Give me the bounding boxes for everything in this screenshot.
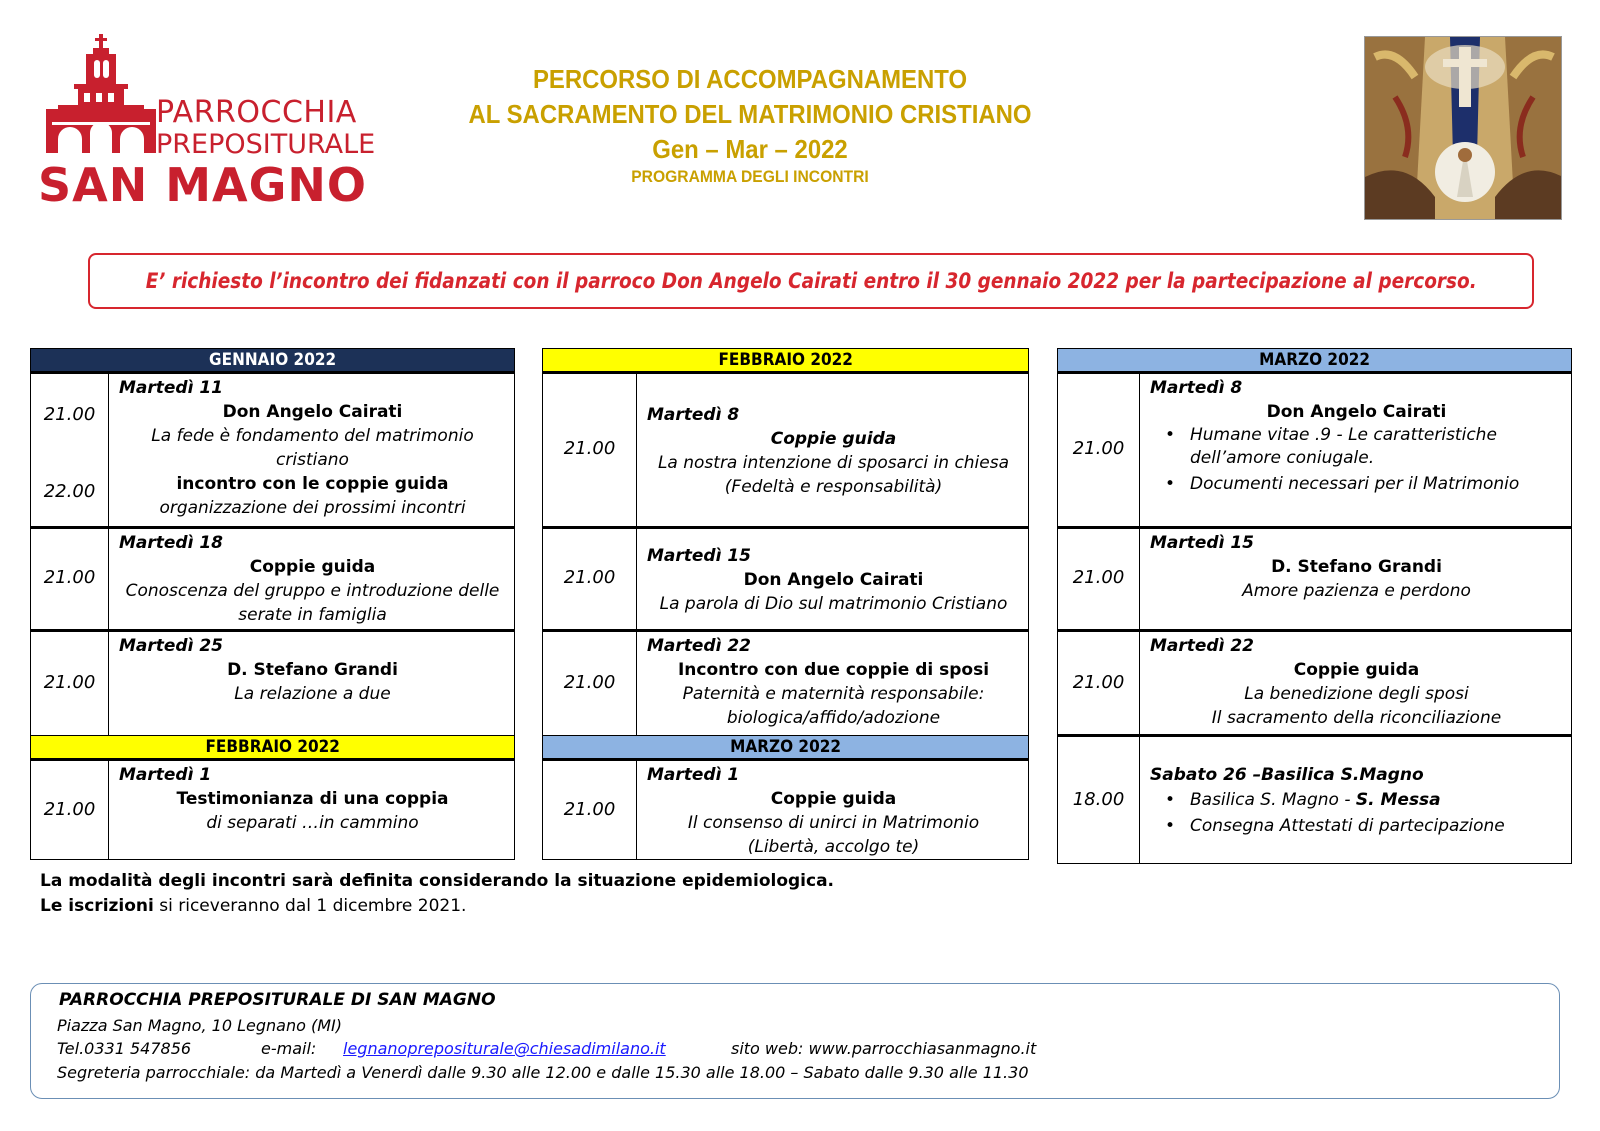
meeting-topic: La benedizione degli sposi <box>1244 684 1469 704</box>
time-label: 21.00 <box>43 672 96 693</box>
note-modalita: La modalità degli incontri sarà definita considerando la situazione epidemiologica. <box>40 871 835 891</box>
time-label: 21.00 <box>1072 672 1125 693</box>
table-row <box>1058 632 1571 737</box>
meeting-date: Martedì 1 <box>119 765 212 785</box>
footer-office-hours: Segreteria parrocchiale: da Martedì a Venerdì dalle 9.30 alle 12.00 e dalle 15.30 alle 18.00 – Sabato dalle 9.30 alle 11.30 <box>57 1063 1029 1082</box>
meeting-speaker: Don Angelo Cairati <box>743 570 924 590</box>
notice-text: E’ richiesto l’incontro dei fidanzati con il parroco Don Angelo Cairati entro il 30 gennaio 2022 per la partecipazione al percorso. <box>145 269 1477 293</box>
meeting-topic: La parola di Dio sul matrimonio Cristiano <box>659 594 1008 614</box>
meeting-date: Sabato 26 –Basilica S.Magno <box>1150 765 1424 785</box>
meeting-speaker: Incontro con due coppie di sposi <box>677 660 990 680</box>
time-label: 21.00 <box>563 438 616 459</box>
meeting-topic: La nostra intenzione di sposarci in chiesa <box>657 453 1010 473</box>
table-row <box>1058 374 1571 529</box>
meeting-topic: Il sacramento della riconciliazione <box>1211 708 1502 728</box>
header-title-line2: AL SACRAMENTO DEL MATRIMONIO CRISTIANO <box>468 99 1032 129</box>
meeting-speaker: Don Angelo Cairati <box>1266 402 1447 422</box>
meeting-topic: Amore pazienza e perdono <box>1242 581 1471 601</box>
table-row <box>543 632 1028 735</box>
meeting-date: Martedì 8 <box>1150 378 1243 398</box>
month-header-febbraio: FEBBRAIO 2022 <box>543 348 1028 374</box>
meeting-speaker: Coppie guida <box>1293 660 1420 680</box>
meeting-topic: La relazione a due <box>234 684 391 704</box>
month-header-marzo: MARZO 2022 <box>1058 348 1571 374</box>
table-row <box>543 761 1028 860</box>
table-row <box>1058 529 1571 632</box>
time-label: 21.00 <box>1072 438 1125 459</box>
table-row <box>543 374 1028 529</box>
footer-email-label: e-mail: <box>261 1039 317 1058</box>
footer-parish-name: PARROCCHIA PREPOSITURALE DI SAN MAGNO <box>59 990 496 1010</box>
logo-text-parrocchia: PARROCCHIA <box>156 95 357 130</box>
church-icon <box>38 34 168 164</box>
list-item: • Documenti necessari per il Matrimonio <box>1164 474 1520 494</box>
parish-logo <box>38 34 378 214</box>
month-header-marzo: MARZO 2022 <box>543 735 1028 761</box>
meeting-topic: Il consenso di unirci in Matrimonio <box>687 813 980 833</box>
time-label: 21.00 <box>43 799 96 820</box>
meeting-speaker: D. Stefano Grandi <box>227 660 398 680</box>
time-label: 18.00 <box>1072 789 1125 810</box>
meeting-date: Martedì 18 <box>119 533 224 553</box>
time-label: 21.00 <box>1072 567 1125 588</box>
meeting-topic: organizzazione dei prossimi incontri <box>159 498 466 518</box>
meeting-date: Martedì 22 <box>647 636 752 656</box>
table-row <box>31 529 514 632</box>
meeting-date: Martedì 22 <box>1150 636 1255 656</box>
header-subtitle: PROGRAMMA DEGLI INCONTRI <box>631 167 869 186</box>
meeting-topic: Paternità e maternità responsabile: <box>682 684 985 704</box>
meeting-date: Martedì 1 <box>647 765 740 785</box>
notice-box <box>88 253 1534 309</box>
month-header-gennaio: GENNAIO 2022 <box>31 348 514 374</box>
meeting-speaker: Coppie guida <box>770 789 897 809</box>
footer-address: Piazza San Magno, 10 Legnano (MI) <box>57 1016 342 1035</box>
month-header-febbraio: FEBBRAIO 2022 <box>31 735 514 761</box>
footer-email-link[interactable]: legnanoprepositurale@chiesadimilano.it <box>343 1039 666 1058</box>
time-label: 21.00 <box>563 567 616 588</box>
footer-phone: Tel.0331 547856 <box>57 1039 192 1058</box>
list-item: • Basilica S. Magno - S. Messa <box>1164 790 1441 810</box>
schedule-column-2 <box>542 348 1029 860</box>
header-period: Gen – Mar – 2022 <box>652 134 848 164</box>
time-label: 22.00 <box>43 481 96 502</box>
meeting-date: Martedì 25 <box>119 636 224 656</box>
footnotes <box>40 869 834 919</box>
meeting-topic: di separati …in cammino <box>206 813 419 833</box>
meeting-date: Martedì 11 <box>119 378 224 398</box>
meeting-speaker: D. Stefano Grandi <box>1271 557 1442 577</box>
time-label: 21.00 <box>43 404 96 425</box>
table-row <box>543 529 1028 632</box>
meeting-topic: Conoscenza del gruppo e introduzione delle <box>125 581 500 601</box>
meeting-topic: (Libertà, accolgo te) <box>747 837 920 857</box>
meeting-topic: serate in famiglia <box>238 605 387 625</box>
meeting-speaker: Testimonianza di una coppia <box>176 789 449 809</box>
page-header <box>430 62 1070 188</box>
list-item: • Humane vitae .9 - Le caratteristiche dell’amore coniugale. <box>1164 425 1497 468</box>
time-label: 21.00 <box>563 799 616 820</box>
note-iscrizioni-label: Le iscrizioni <box>40 896 154 916</box>
schedule-column-3 <box>1057 348 1572 864</box>
meeting-speaker: Coppie guida <box>249 557 376 577</box>
meeting-date: Martedì 15 <box>647 546 752 566</box>
schedule-column-1 <box>30 348 515 860</box>
meeting-topic: biologica/affido/adozione <box>726 708 941 728</box>
table-row <box>31 632 514 735</box>
meeting-date: Martedì 15 <box>1150 533 1255 553</box>
header-title-line1: PERCORSO DI ACCOMPAGNAMENTO <box>532 64 968 94</box>
table-row <box>31 374 514 529</box>
contact-footer <box>30 983 1560 1099</box>
time-label: 21.00 <box>563 672 616 693</box>
logo-text-prepositurale: PREPOSITURALE <box>156 129 376 160</box>
logo-text-san-magno: SAN MAGNO <box>38 158 367 212</box>
meeting-speaker: Coppie guida <box>770 429 897 449</box>
time-label: 21.00 <box>43 567 96 588</box>
meeting-topic: (Fedeltà e responsabilità) <box>724 477 943 497</box>
meeting-date: Martedì 8 <box>647 405 740 425</box>
table-row <box>31 761 514 860</box>
meeting-speaker: Don Angelo Cairati <box>222 402 403 422</box>
meeting-topic: cristiano <box>276 450 349 470</box>
meeting-speaker: incontro con le coppie guida <box>176 474 449 494</box>
footer-website: sito web: www.parrocchiasanmagno.it <box>731 1039 1037 1058</box>
meeting-topic: La fede è fondamento del matrimonio <box>151 426 474 446</box>
religious-mosaic-image <box>1364 36 1562 220</box>
list-item: • Consegna Attestati di partecipazione <box>1164 816 1505 836</box>
table-row <box>1058 737 1571 864</box>
note-iscrizioni-text: si riceveranno dal 1 dicembre 2021. <box>153 896 467 916</box>
